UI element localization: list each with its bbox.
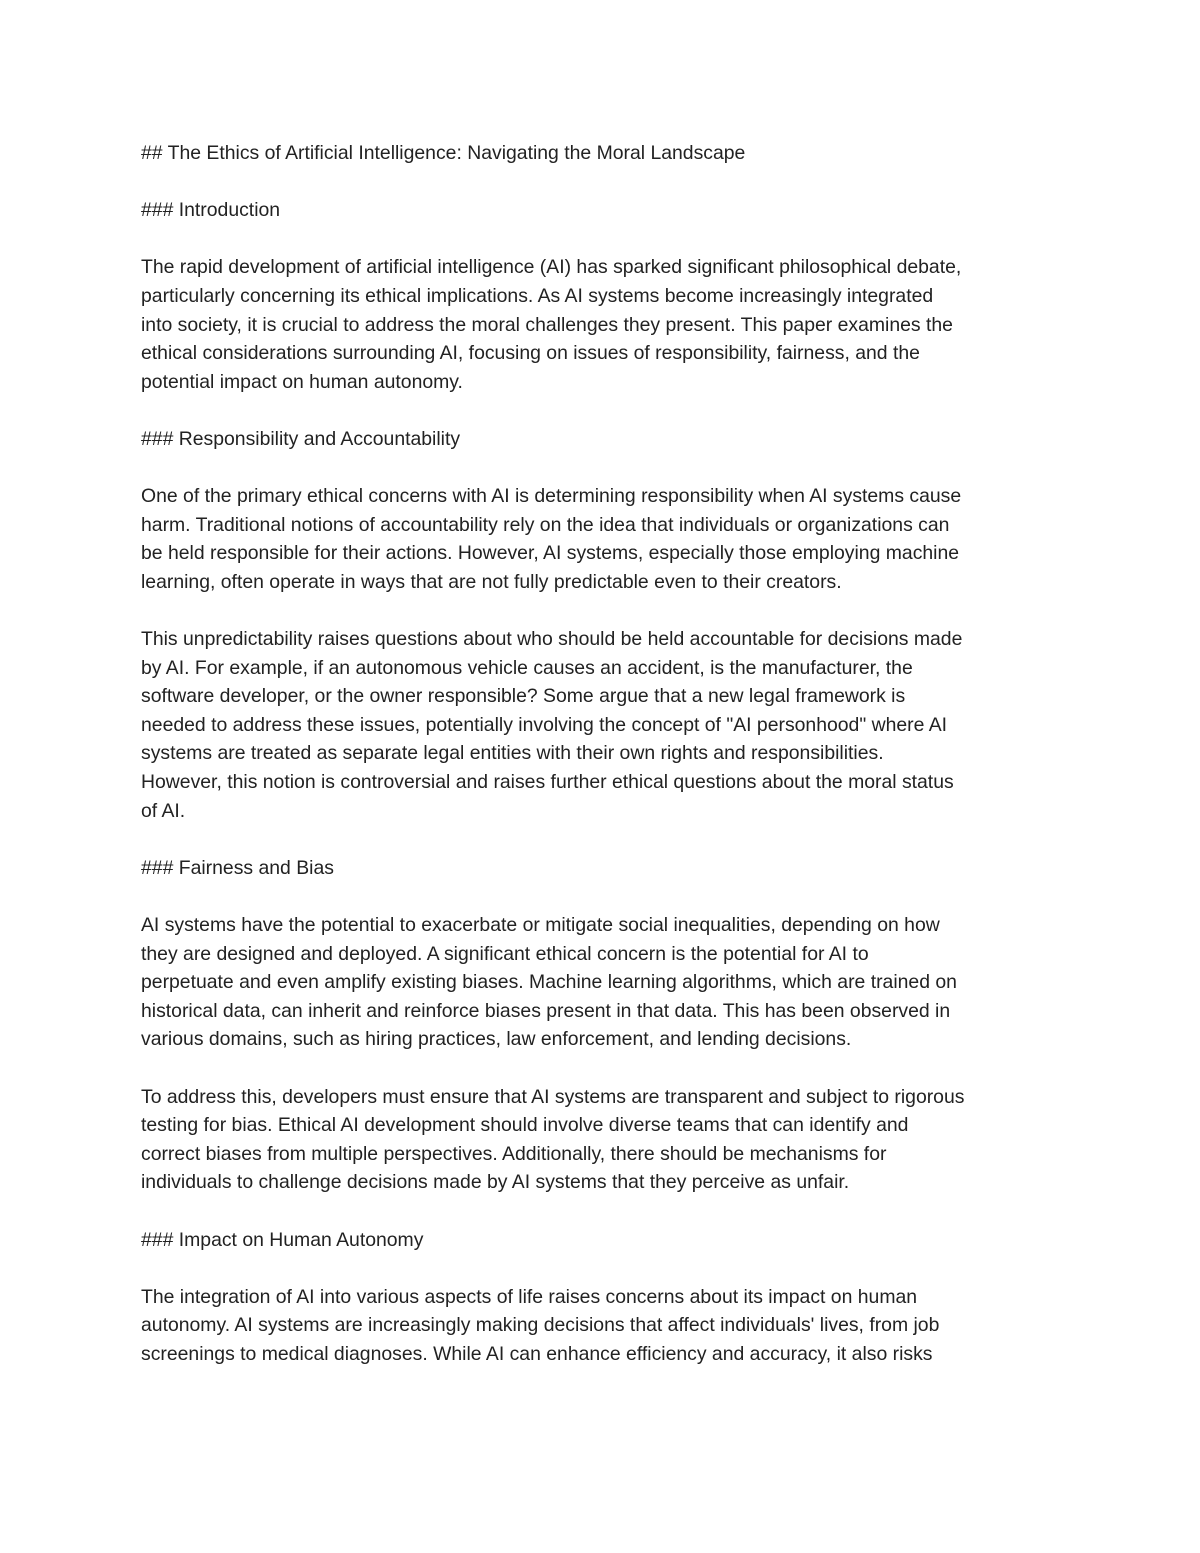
text-line: AI systems have the potential to exacerbate or mitigate social inequalities, depending on how [141,914,940,937]
paragraph-autonomy [141,1283,1071,1369]
paragraph-fairness-1 [141,911,1071,1054]
spacer [141,396,1071,425]
text-line: various domains, such as hiring practices, law enforcement, and lending decisions. [141,1028,852,1051]
section-heading-responsibility: ### Responsibility and Accountability [141,427,461,450]
text-line: into society, it is crucial to address the moral challenges they present. This paper examines the [141,313,953,336]
text-line: The integration of AI into various aspects of life raises concerns about its impact on human [141,1285,918,1308]
section-heading-autonomy: ### Impact on Human Autonomy [141,1228,424,1251]
document-page [141,139,1071,1369]
section-heading-fairness: ### Fairness and Bias [141,856,334,879]
text-line: ethical considerations surrounding AI, focusing on issues of responsibility, fairness, and the [141,342,920,365]
text-line: by AI. For example, if an autonomous vehicle causes an accident, is the manufacturer, the [141,656,913,679]
spacer [141,225,1071,254]
text-line: One of the primary ethical concerns with AI is determining responsibility when AI systems cause [141,485,962,508]
spacer [141,168,1071,197]
text-line: historical data, can inherit and reinforce biases present in that data. This has been observed in [141,999,951,1022]
paragraph-fairness-2 [141,1083,1071,1197]
text-line: potential impact on human autonomy. [141,370,463,393]
text-line: testing for bias. Ethical AI development should involve diverse teams that can identify and [141,1114,909,1137]
text-line: they are designed and deployed. A significant ethical concern is the potential for AI to [141,942,869,965]
text-line: particularly concerning its ethical implications. As AI systems become increasingly integrated [141,284,934,307]
spacer [141,597,1071,626]
spacer [141,882,1071,911]
text-line: screenings to medical diagnoses. While AI can enhance efficiency and accuracy, it also risks [141,1342,933,1365]
text-line: correct biases from multiple perspectives. Additionally, there should be mechanisms for [141,1142,887,1165]
paragraph-responsibility-1 [141,482,1071,596]
spacer [141,1054,1071,1083]
paragraph-responsibility-2 [141,625,1071,825]
spacer [141,1197,1071,1226]
text-line: To address this, developers must ensure that AI systems are transparent and subject to rigorous [141,1085,965,1108]
spacer [141,1254,1071,1283]
text-line: This unpredictability raises questions about who should be held accountable for decisions made [141,628,963,651]
spacer [141,825,1071,854]
text-line: software developer, or the owner responsible? Some argue that a new legal framework is [141,685,906,708]
text-line: autonomy. AI systems are increasingly making decisions that affect individuals' lives, from job [141,1314,940,1337]
text-line: harm. Traditional notions of accountability rely on the idea that individuals or organizations can [141,513,950,536]
spacer [141,454,1071,483]
text-line: of AI. [141,799,186,822]
paragraph-introduction [141,253,1071,396]
text-line: perpetuate and even amplify existing biases. Machine learning algorithms, which are trained on [141,971,957,994]
text-line: systems are treated as separate legal entities with their own rights and responsibilities. [141,742,884,765]
text-line: individuals to challenge decisions made by AI systems that they perceive as unfair. [141,1171,850,1194]
text-line: However, this notion is controversial and raises further ethical questions about the moral status [141,771,954,794]
text-line: learning, often operate in ways that are not fully predictable even to their creators. [141,570,842,593]
text-line: be held responsible for their actions. However, AI systems, especially those employing machine [141,542,960,565]
section-heading-introduction: ### Introduction [141,199,281,222]
text-line: needed to address these issues, potentially involving the concept of "AI personhood" where AI [141,713,948,736]
document-title: ## The Ethics of Artificial Intelligence: Navigating the Moral Landscape [141,142,746,164]
text-line: The rapid development of artificial intelligence (AI) has sparked significant philosophical debate, [141,256,962,279]
